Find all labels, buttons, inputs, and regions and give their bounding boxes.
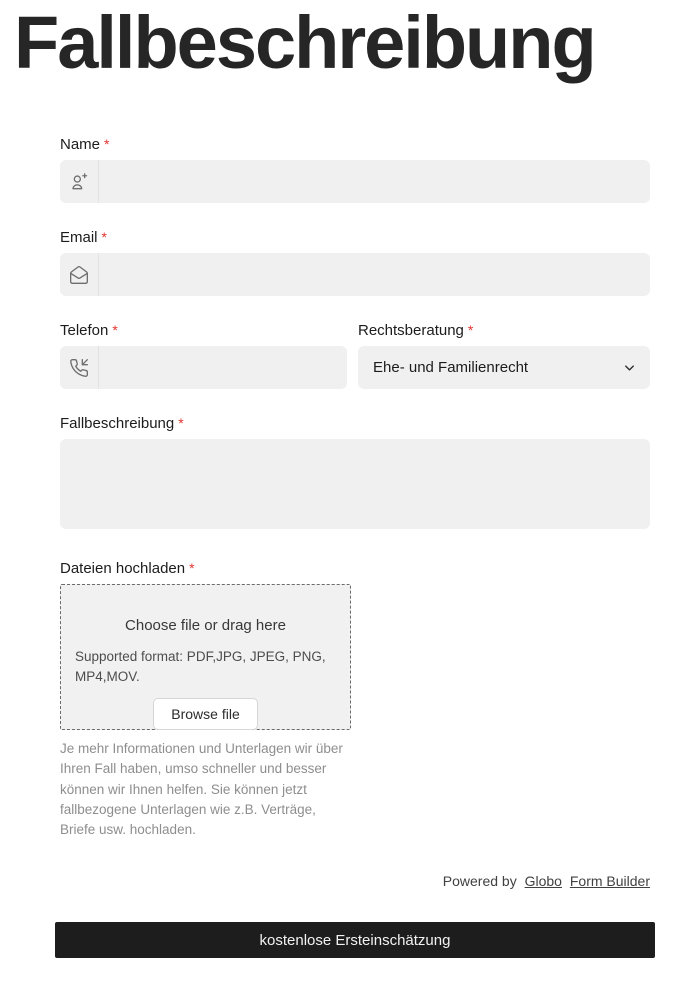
file-dropzone[interactable] [60, 584, 351, 730]
dateien-label: Dateien hochladen * [60, 560, 195, 577]
file-upload-group [60, 560, 650, 840]
powered-by-footer [60, 873, 650, 889]
required-asterisk: * [101, 229, 107, 245]
email-input[interactable] [99, 253, 650, 296]
fallbeschreibung-textarea[interactable] [60, 439, 650, 529]
case-description-form [0, 136, 684, 958]
email-label: Email * [60, 229, 107, 246]
rechtsberatung-field-group [358, 322, 650, 389]
telefon-label: Telefon * [60, 322, 118, 339]
browse-file-button[interactable]: Browse file [153, 698, 257, 730]
fallbeschreibung-field-group [60, 415, 650, 534]
page-title: Fallbeschreibung [14, 1, 595, 84]
email-field-group [60, 229, 650, 296]
upload-helper-text: Je mehr Informationen und Unterlagen wir über Ihren Fall haben, umso schneller und besser können wir Ihnen helfen. Sie können jetzt fallbezogene Unterlagen wie z.B. Verträge, Briefe usw. hochladen. [60, 741, 343, 837]
required-asterisk: * [104, 136, 110, 152]
submit-button[interactable]: kostenlose Ersteinschätzung [55, 922, 655, 958]
required-asterisk: * [112, 322, 118, 338]
telefon-input[interactable] [99, 346, 347, 389]
mail-open-icon [60, 253, 99, 296]
phone-incoming-icon [60, 346, 99, 389]
phone-legal-row [60, 322, 650, 415]
form-builder-link[interactable]: Form Builder [569, 873, 650, 890]
rechtsberatung-select[interactable] [358, 346, 650, 389]
required-asterisk: * [189, 560, 195, 576]
name-label: Name * [60, 136, 110, 153]
dropzone-title: Choose file or drag here [125, 617, 286, 634]
rechtsberatung-label: Rechtsberatung * [358, 322, 474, 339]
globo-link[interactable]: Globo [524, 873, 562, 890]
required-asterisk: * [178, 415, 184, 431]
email-input-shell [60, 253, 650, 296]
fallbeschreibung-label: Fallbeschreibung * [60, 415, 184, 432]
powered-by-text: Powered by [442, 873, 517, 890]
telefon-input-shell [60, 346, 347, 389]
telefon-field-group [60, 322, 347, 389]
rechtsberatung-select-shell [358, 346, 650, 389]
supported-formats-text: Supported format: PDF,JPG, JPEG, PNG, MP4,MOV. [75, 649, 326, 684]
user-plus-icon [60, 160, 99, 203]
name-field-group [60, 136, 650, 203]
name-input[interactable] [99, 160, 650, 203]
name-input-shell [60, 160, 650, 203]
required-asterisk: * [467, 322, 474, 338]
